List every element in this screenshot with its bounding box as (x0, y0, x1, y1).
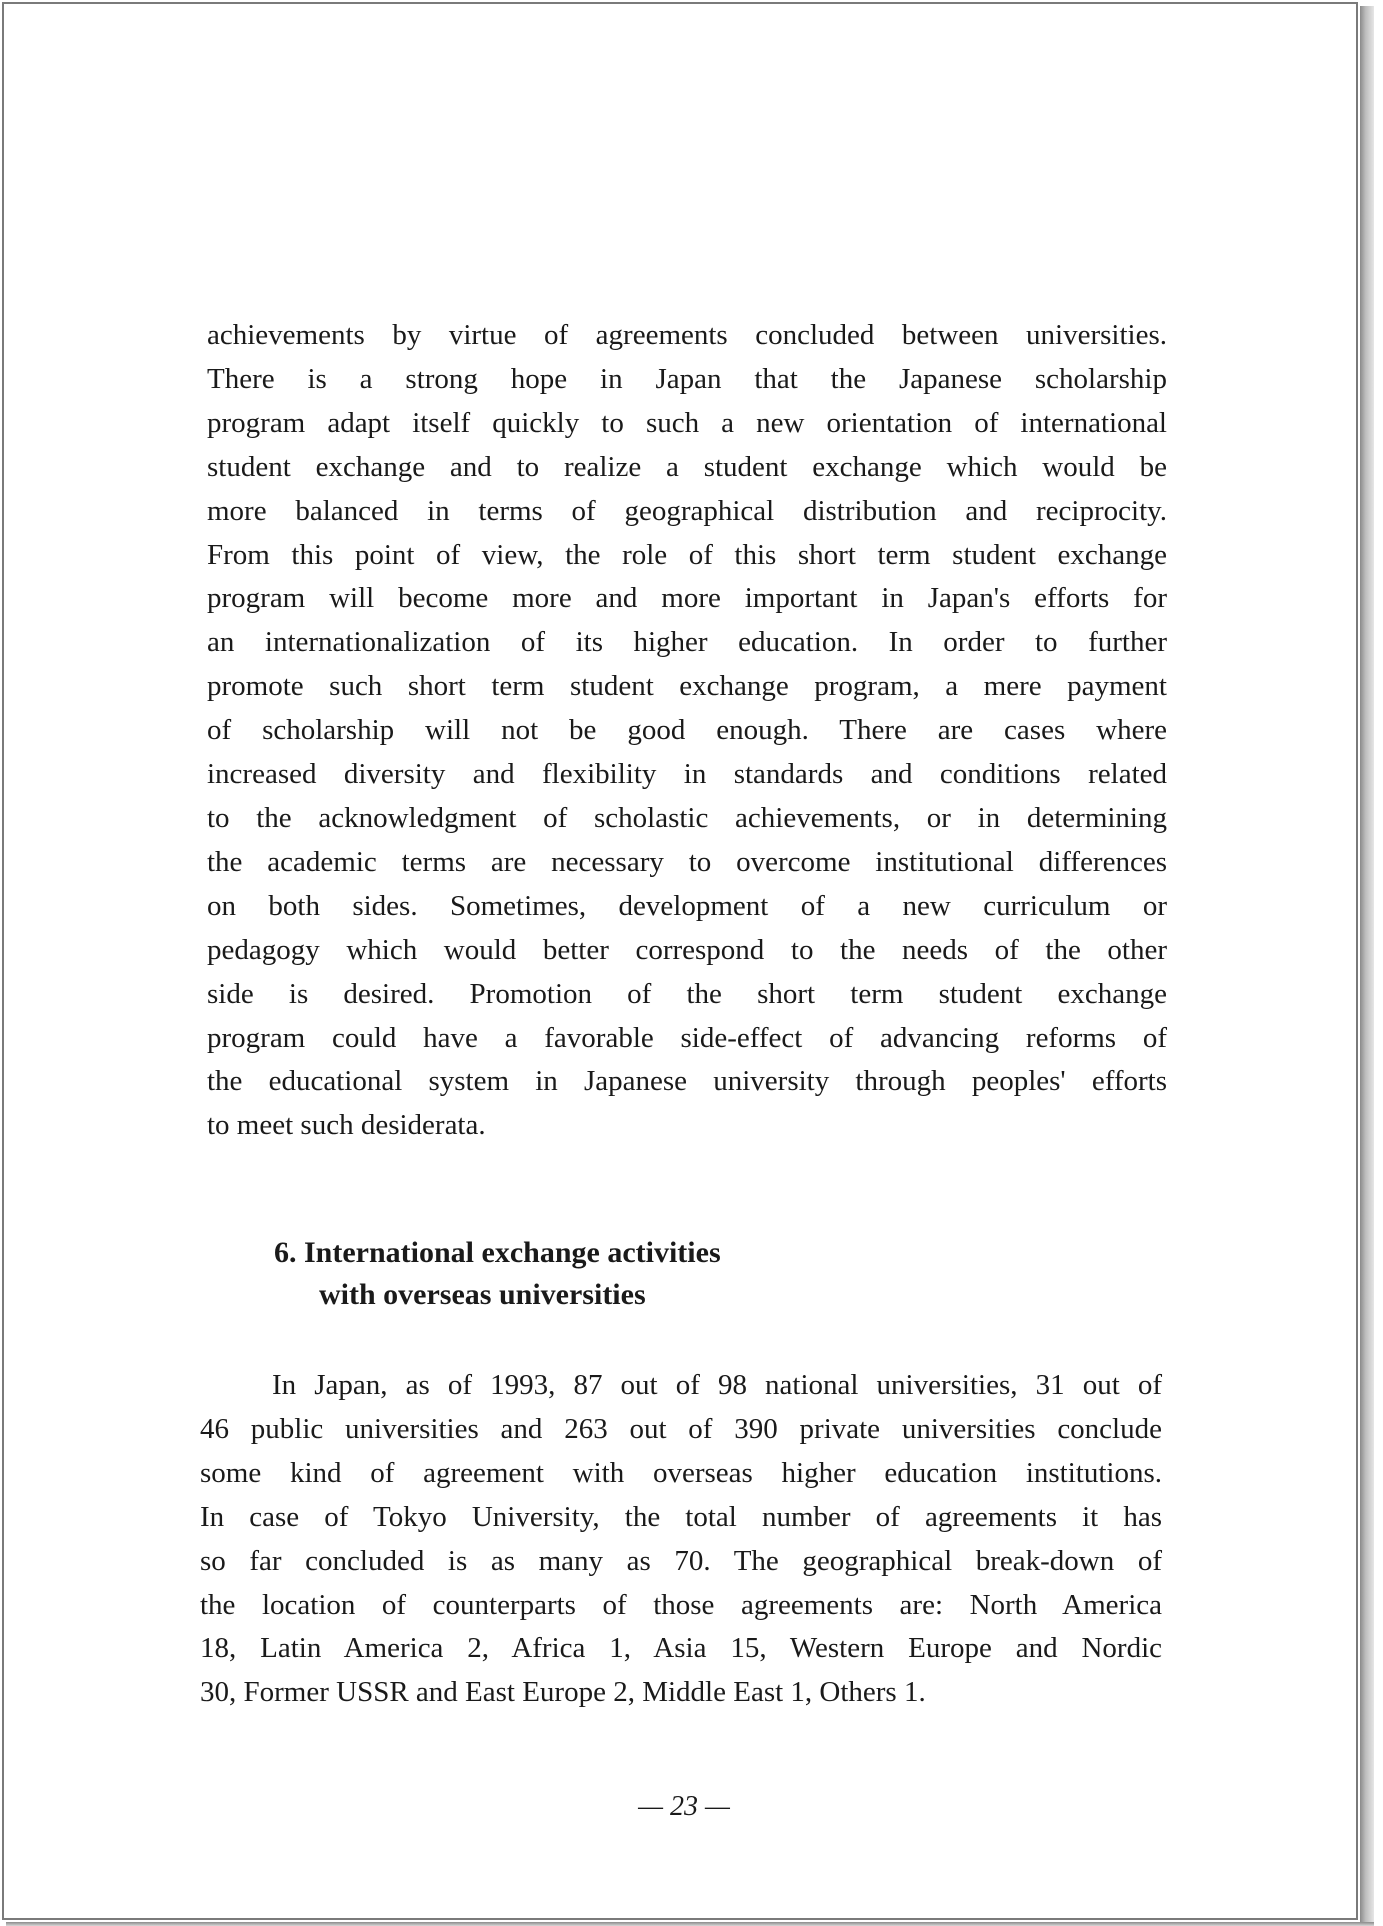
text-line: an internationalization of its higher education. In order to further (207, 626, 1167, 659)
page-bottom-shadow (6, 1922, 1374, 1926)
text-line: side is desired. Promotion of the short term student exchange (207, 977, 1167, 1010)
text-line: program adapt itself quickly to such a new orientation of international (207, 406, 1167, 439)
document-page (2, 2, 1358, 1920)
text-line: There is a strong hope in Japan that the Japanese scholarship (207, 362, 1167, 395)
text-line: increased diversity and flexibility in standards and conditions related (207, 758, 1167, 791)
text-line: program will become more and more important in Japan's efforts for (207, 582, 1167, 615)
section-heading-line-1: 6. International exchange activities (274, 1236, 721, 1269)
text-line: to meet such desiderata. (207, 1109, 486, 1142)
section-paragraph (200, 1364, 1162, 1715)
text-line: 46 public universities and 263 out of 390 private universities conclude (200, 1412, 1162, 1445)
text-line: the educational system in Japanese university through peoples' efforts (207, 1065, 1167, 1098)
page-number: — 23 — (638, 1791, 730, 1822)
text-line: to the acknowledgment of scholastic achievements, or in determining (207, 801, 1167, 834)
page-edge-shadow (1360, 6, 1374, 1924)
text-line: so far concluded is as many as 70. The geographical break-down of (200, 1544, 1162, 1577)
text-line: of scholarship will not be good enough. There are cases where (207, 714, 1167, 747)
text-line: the academic terms are necessary to overcome institutional differences (207, 845, 1167, 878)
text-line: 30, Former USSR and East Europe 2, Middle East 1, Others 1. (200, 1676, 926, 1709)
text-line: more balanced in terms of geographical distribution and reciprocity. (207, 494, 1167, 527)
text-line: some kind of agreement with overseas higher education institutions. (200, 1456, 1162, 1489)
text-line: From this point of view, the role of this short term student exchange (207, 538, 1167, 571)
text-line: on both sides. Sometimes, development of a new curriculum or (207, 889, 1167, 922)
section-heading-line-2: with overseas universities (319, 1278, 646, 1311)
text-line: In case of Tokyo University, the total number of agreements it has (200, 1500, 1162, 1533)
section-heading (274, 1232, 721, 1316)
paragraph-continued (207, 314, 1167, 1148)
text-line: promote such short term student exchange program, a mere payment (207, 670, 1167, 703)
text-line: pedagogy which would better correspond to the needs of the other (207, 933, 1167, 966)
text-line: In Japan, as of 1993, 87 out of 98 national universities, 31 out of (272, 1369, 1162, 1401)
text-line: achievements by virtue of agreements concluded between universities. (207, 319, 1167, 351)
text-line: program could have a favorable side-effect of advancing reforms of (207, 1021, 1167, 1054)
text-line: student exchange and to realize a student exchange which would be (207, 450, 1167, 483)
text-line: 18, Latin America 2, Africa 1, Asia 15, Western Europe and Nordic (200, 1632, 1162, 1665)
text-line: the location of counterparts of those agreements are: North America (200, 1588, 1162, 1621)
